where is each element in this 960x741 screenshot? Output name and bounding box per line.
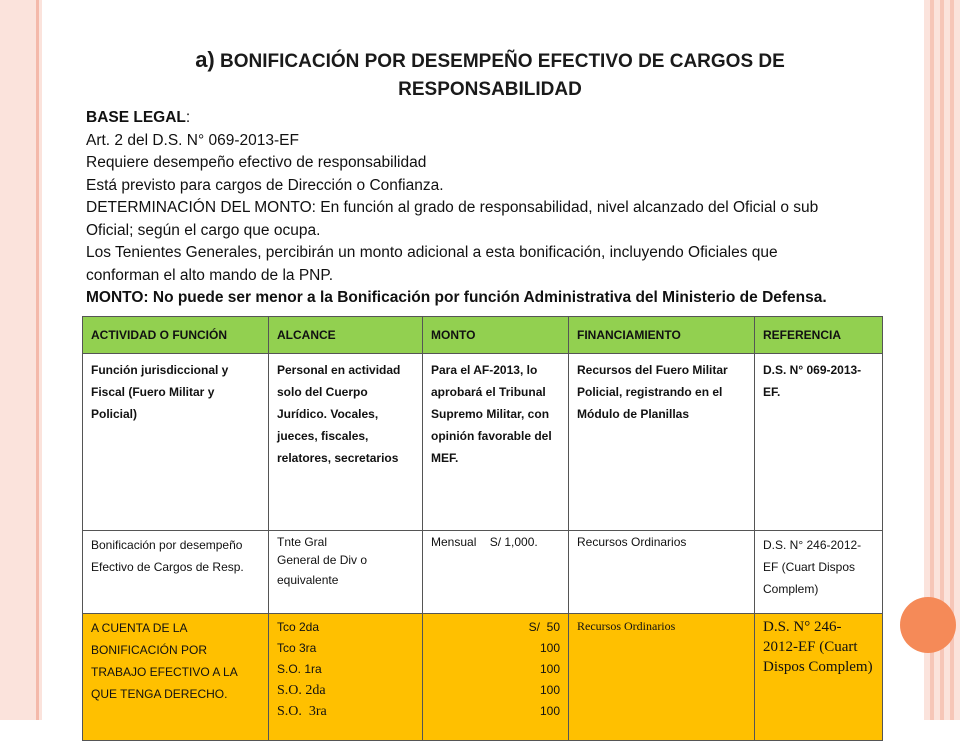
- cell-actividad: Función jurisdiccional y Fiscal (Fuero Militar y Policial): [83, 354, 269, 531]
- monto-line: 100: [539, 641, 560, 655]
- header-alcance: ALCANCE: [269, 317, 423, 354]
- monto-line: 100: [539, 704, 560, 718]
- cell-actividad: A CUENTA DE LA BONIFICACIÓN POR TRABAJO EFECTIVO A LA QUE TENGA DERECHO.: [83, 614, 269, 741]
- header-monto: MONTO: [423, 317, 569, 354]
- header-actividad: ACTIVIDAD O FUNCIÓN: [83, 317, 269, 354]
- title-prefix: a): [195, 47, 215, 72]
- cell-alcance: Personal en actividad solo del Cuerpo Jurídico. Vocales, jueces, fiscales, relatores, secretarios: [269, 354, 423, 531]
- alcance-line: Tco 2da: [277, 620, 320, 634]
- table-row: [83, 614, 883, 741]
- base-legal-line: [86, 107, 886, 130]
- cell-alcance: [269, 614, 423, 741]
- table-row: [83, 354, 883, 531]
- alcance-line: Tnte Gral: [277, 535, 328, 549]
- body-line: conforman el alto mando de la PNP.: [86, 266, 334, 284]
- bonus-table: [82, 316, 883, 741]
- base-legal-colon: :: [185, 109, 191, 126]
- decorative-circle: [900, 597, 956, 653]
- cell-monto: Para el AF-2013, lo aprobará el Tribunal Supremo Militar, con opinión favorable del MEF.: [423, 354, 569, 531]
- body-line: Art. 2 del D.S. N° 069-2013-EF: [86, 131, 299, 149]
- alcance-line: General de Div o equivalente: [277, 553, 368, 587]
- cell-referencia: D.S. N° 246-2012-EF (Cuart Dispos Complem): [755, 531, 883, 614]
- alcance-line: S.O. 1ra: [277, 662, 322, 676]
- body-line: Oficial; según el cargo que ocupa.: [86, 221, 321, 239]
- monto-line: 100: [539, 662, 560, 676]
- alcance-line: S.O. 2da: [277, 683, 326, 698]
- alcance-line: Tco 3ra: [277, 641, 317, 655]
- base-legal-label: BASE LEGAL: [86, 109, 186, 126]
- monto-line: MONTO: No puede ser menor a la Bonificación por función Administrativa del Ministerio de Defensa.: [86, 289, 827, 306]
- cell-referencia: D.S. N° 246-2012-EF (Cuart Dispos Complem): [755, 614, 883, 741]
- body-text: [86, 107, 886, 310]
- body-line: Los Tenientes Generales, percibirán un monto adicional a esta bonificación, incluyendo Oficiales que: [86, 244, 778, 261]
- table-row: [83, 531, 883, 614]
- cell-financiamiento: Recursos Ordinarios: [569, 531, 755, 614]
- title-text: BONIFICACIÓN POR DESEMPEÑO EFECTIVO DE CARGOS DE RESPONSABILIDAD: [220, 51, 785, 100]
- cell-monto: [423, 614, 569, 741]
- alcance-line: S.O. 3ra: [277, 704, 327, 719]
- header-referencia: REFERENCIA: [755, 317, 883, 354]
- cell-monto: Mensual S/ 1,000.: [423, 531, 569, 614]
- slide-title: [120, 46, 860, 104]
- cell-actividad: Bonificación por desempeño Efectivo de Cargos de Resp.: [83, 531, 269, 614]
- table-header-row: [83, 317, 883, 354]
- left-border-line: [36, 0, 39, 720]
- body-line: DETERMINACIÓN DEL MONTO: En función al grado de responsabilidad, nivel alcanzado del Oficial o sub: [86, 199, 819, 216]
- body-line: Requiere desempeño efectivo de responsabilidad: [86, 154, 427, 171]
- cell-financiamiento: Recursos del Fuero Militar Policial, registrando en el Módulo de Planillas: [569, 354, 755, 531]
- monto-line: S/ 50: [528, 620, 560, 634]
- header-financiamiento: FINANCIAMIENTO: [569, 317, 755, 354]
- monto-line: 100: [539, 683, 560, 697]
- cell-financiamiento: Recursos Ordinarios: [569, 614, 755, 741]
- body-line: Está previsto para cargos de Dirección o Confianza.: [86, 176, 444, 194]
- left-slide-border: [0, 0, 42, 720]
- cell-alcance: [269, 531, 423, 614]
- cell-referencia: D.S. N° 069-2013-EF.: [755, 354, 883, 531]
